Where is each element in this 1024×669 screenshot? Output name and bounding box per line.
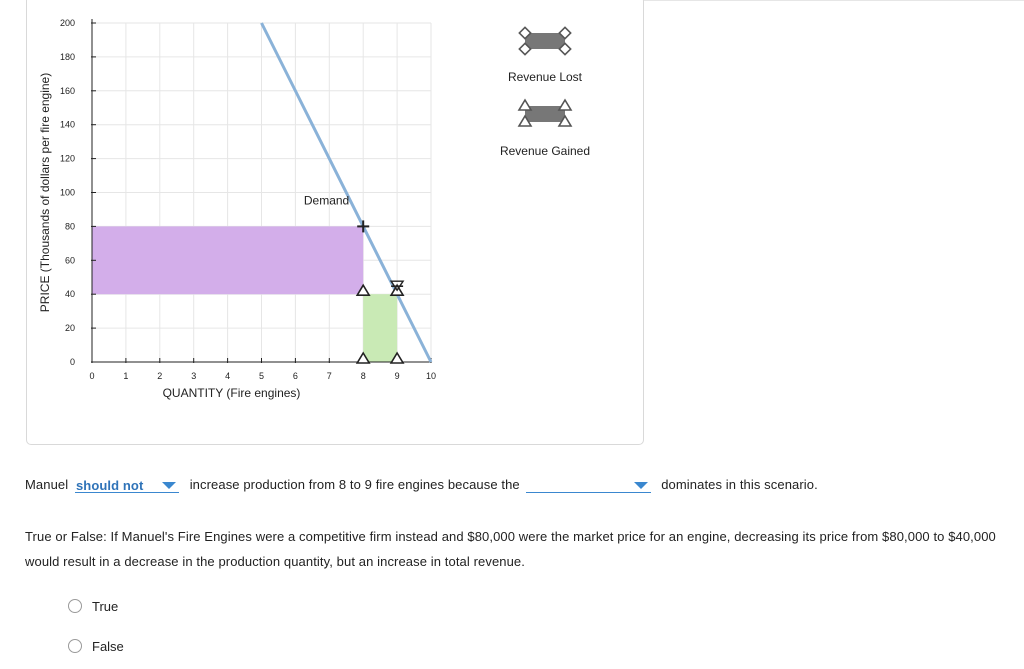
y-tick-label-200: 200 (59, 18, 75, 28)
y-tick-label-80: 80 (64, 221, 75, 232)
legend-swatch-revenue-gained (525, 106, 565, 122)
legend-swatch-revenue-lost (525, 33, 565, 49)
y-axis-title: PRICE (Thousands of dollars per fire engine) (38, 72, 52, 313)
x-tick-label-6: 6 (292, 371, 298, 381)
y-tick-label-20: 20 (64, 323, 75, 334)
option-false-label: False (92, 638, 124, 654)
y-tick-label-60: 60 (64, 255, 75, 266)
x-tick-label-4: 4 (225, 371, 231, 381)
x-axis-title: QUANTITY (Fire engines) (162, 386, 301, 400)
y-tick-label-160: 160 (59, 85, 75, 96)
radio-false[interactable] (68, 639, 82, 653)
effect-dropdown[interactable] (526, 476, 651, 493)
y-tick-label-100: 100 (59, 187, 75, 198)
y-tick-label-0: 0 (69, 357, 75, 367)
question-2-text: True or False: If Manuel's Fire Engines were a competitive firm instead and $80,000 were the market price for an engine, decreasing its price from $80,000 to $40,000 would result in a decrease in the production quantity, but an increase in total revenue. (25, 529, 996, 569)
question-1-prefix: Manuel (25, 477, 69, 493)
effect-dropdown-value (526, 478, 527, 493)
shaded-region-1 (363, 294, 397, 362)
x-tick-label-0: 0 (89, 371, 95, 381)
x-tick-label-5: 5 (258, 371, 265, 381)
option-true[interactable] (68, 597, 118, 615)
question-1-suffix: dominates in this scenario. (661, 477, 818, 493)
series-label-demand: Demand (303, 193, 350, 208)
option-false[interactable] (68, 637, 124, 655)
chevron-down-icon (162, 482, 176, 489)
x-tick-label-8: 8 (360, 371, 366, 381)
question-1 (25, 476, 818, 493)
legend-item-0 (508, 27, 583, 84)
shaded-region-0 (92, 226, 363, 294)
x-tick-label-7: 7 (326, 371, 332, 381)
radio-true[interactable] (68, 599, 82, 613)
x-tick-label-10: 10 (425, 371, 437, 381)
graph-panel (26, 0, 644, 445)
decision-dropdown-value: should not (75, 478, 144, 494)
legend-label-0: Revenue Lost (507, 70, 583, 84)
y-tick-label-180: 180 (59, 51, 75, 62)
decision-dropdown[interactable] (75, 476, 179, 493)
question-1-middle: increase production from 8 to 9 fire engines because the (189, 477, 520, 493)
x-tick-label-9: 9 (394, 371, 400, 381)
y-tick-label-140: 140 (59, 119, 75, 130)
chevron-down-icon (634, 482, 648, 489)
legend-label-1: Revenue Gained (499, 144, 591, 158)
top-border (644, 0, 1024, 1)
y-tick-label-40: 40 (64, 289, 75, 300)
option-true-label: True (92, 598, 119, 614)
price-quantity-chart (27, 0, 645, 446)
legend-item-1 (500, 100, 590, 158)
x-tick-label-1: 1 (123, 371, 129, 381)
triangle-icon (519, 100, 531, 110)
triangle-icon (559, 100, 571, 110)
x-tick-label-3: 3 (191, 371, 197, 381)
y-tick-label-120: 120 (59, 153, 75, 164)
x-tick-label-2: 2 (157, 371, 163, 381)
